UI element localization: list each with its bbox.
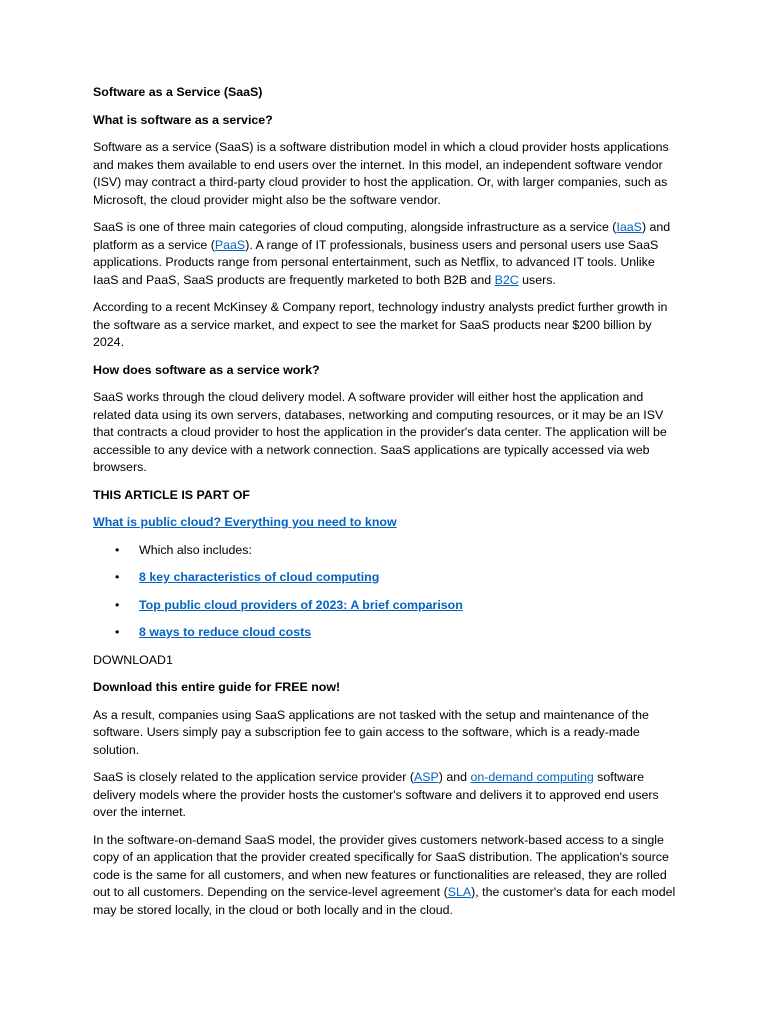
paragraph-asp: SaaS is closely related to the application service provider (ASP) and on-demand computing software delivery models where the provider hosts the customer's software and delivers it to approved end users over the internet. (93, 770, 659, 819)
document-title: Software as a Service (SaaS) (93, 85, 263, 99)
download-label: DOWNLOAD1 (93, 652, 173, 667)
characteristics-link[interactable]: 8 key characteristics of cloud computing (139, 570, 380, 584)
iaas-link[interactable]: IaaS (616, 220, 642, 234)
list-intro: Which also includes: (139, 542, 252, 557)
paragraph-on-demand-model: In the software-on-demand SaaS model, the provider gives customers network-based access to a single copy of an application that the provider created specifically for SaaS distribution. The application's source code is the same for all customers, and when new features or functionalities are released, they are rolled out to all customers. Depending on the service-level agreement (SLA), the customer's data for each model may be stored locally, in the cloud or both locally and in the cloud. (93, 832, 676, 917)
heading-how-saas-works: How does software as a service work? (93, 362, 320, 377)
asp-link[interactable]: ASP (413, 770, 439, 784)
document-page (93, 84, 678, 929)
b2c-link[interactable]: B2C (494, 272, 519, 287)
bullet-icon: • (115, 625, 120, 639)
bullet-icon: • (115, 542, 120, 557)
reduce-costs-link[interactable]: 8 ways to reduce cloud costs (139, 625, 312, 639)
list-item (93, 624, 678, 642)
heading-what-is-saas: What is software as a service? (93, 112, 273, 127)
public-cloud-guide-link[interactable]: What is public cloud? Everything you need to know (93, 515, 397, 529)
paragraph-market: According to a recent McKinsey & Company report, technology industry analysts predict further growth in the software as a service market, and expect to see the market for SaaS products near $200 billion by 2024. (93, 300, 668, 349)
on-demand-computing-link[interactable]: on-demand computing (470, 770, 594, 784)
sla-link[interactable]: SLA (447, 885, 472, 899)
paragraph-result: As a result, companies using SaaS applications are not tasked with the setup and maintenance of the software. Users simply pay a subscription fee to gain access to the software, which is a ready-made solution. (93, 707, 649, 757)
bullet-icon: • (115, 597, 120, 612)
paragraph-delivery-model: SaaS works through the cloud delivery model. A software provider will either host the application and related data using its own servers, databases, networking and computing resources, or it may be an ISV that contracts a cloud provider to host the application in the provider's data center. The application will be accessible to any device with a network connection. SaaS applications are typically accessed via web browsers. (93, 390, 667, 474)
list-item (93, 597, 678, 615)
list-item (93, 569, 678, 587)
paragraph-intro: Software as a service (SaaS) is a software distribution model in which a cloud provider hosts applications and makes them available to end users over the internet. In this model, an independent software vendor (ISV) may contract a third-party cloud provider to host the application. Or, with larger companies, such as Microsoft, the cloud provider might also be the software vendor. (93, 140, 669, 207)
bullet-icon: • (115, 570, 120, 584)
related-articles-list (93, 542, 678, 642)
paas-link[interactable]: PaaS (214, 237, 246, 252)
providers-comparison-link[interactable]: Top public cloud providers of 2023: A brief comparison (139, 597, 463, 612)
guide-link-paragraph (93, 514, 678, 532)
article-part-label: THIS ARTICLE IS PART OF (93, 487, 250, 502)
download-cta: Download this entire guide for FREE now! (93, 680, 341, 694)
list-item (93, 542, 678, 560)
paragraph-categories: SaaS is one of three main categories of cloud computing, alongside infrastructure as a service (IaaS) and platform as a service (PaaS). A range of IT professionals, business users and personal users use SaaS applications. Products range from personal entertainment, such as Netflix, to advanced IT tools. Unlike IaaS and PaaS, SaaS products are frequently marketed to both B2B and B2C users. (93, 220, 671, 287)
